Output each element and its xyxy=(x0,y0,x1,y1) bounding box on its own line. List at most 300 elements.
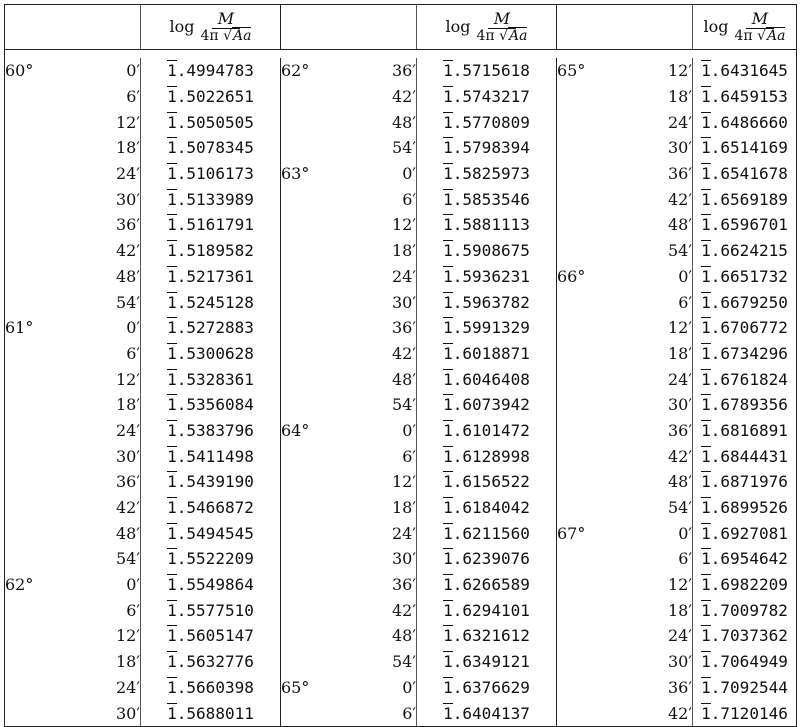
log-value-cell xyxy=(417,649,557,675)
bar-characteristic: 1 xyxy=(167,703,177,723)
log-value-cell xyxy=(693,84,797,110)
minute-cell: 42′ xyxy=(609,186,693,212)
minute-cell: 18′ xyxy=(609,597,693,623)
degree-cell xyxy=(557,109,609,135)
table-row xyxy=(5,597,797,623)
degree-cell xyxy=(5,649,57,675)
log-value-cell xyxy=(693,443,797,469)
header-denominator xyxy=(201,29,252,44)
table-row xyxy=(5,623,797,649)
log-value-cell xyxy=(693,289,797,315)
bar-characteristic: 1 xyxy=(701,523,711,543)
degree-cell: 65° xyxy=(557,61,586,81)
log-value-cell xyxy=(141,238,281,264)
log-value-cell xyxy=(417,623,557,649)
bar-characteristic: 1 xyxy=(701,677,711,697)
bar-characteristic: 1 xyxy=(443,420,453,440)
log-value-cell xyxy=(417,212,557,238)
mantissa: .6266589 xyxy=(452,575,530,595)
log-value-cell xyxy=(417,572,557,598)
log-value-cell xyxy=(417,135,557,161)
den-prefix: 4π xyxy=(476,27,495,44)
bar-characteristic: 1 xyxy=(701,395,711,415)
log-value-cell xyxy=(417,366,557,392)
minute-cell: 0′ xyxy=(333,418,417,444)
minute-cell: 48′ xyxy=(57,520,141,546)
mantissa: .6239076 xyxy=(452,549,530,569)
table-row xyxy=(5,58,797,84)
minute-cell: 36′ xyxy=(609,418,693,444)
log-value-cell xyxy=(141,58,281,84)
degree-cell: 67° xyxy=(557,523,586,543)
bar-characteristic: 1 xyxy=(167,395,177,415)
degree-cell xyxy=(5,443,57,469)
log-value-cell xyxy=(417,161,557,187)
mantissa: .5356084 xyxy=(176,395,254,415)
mantissa: .6982209 xyxy=(710,575,788,595)
bar-characteristic: 1 xyxy=(701,703,711,723)
table-row xyxy=(5,341,797,367)
header-numerator: M xyxy=(212,11,240,29)
log-value-cell xyxy=(417,495,557,521)
log-value-cell xyxy=(693,341,797,367)
mantissa: .6211560 xyxy=(452,523,530,543)
mantissa: .5522209 xyxy=(176,549,254,569)
minute-cell: 48′ xyxy=(609,469,693,495)
log-value-cell xyxy=(693,366,797,392)
log-value-cell xyxy=(141,84,281,110)
degree-cell xyxy=(557,392,609,418)
minute-cell: 36′ xyxy=(609,675,693,701)
bar-characteristic: 1 xyxy=(701,112,711,132)
bar-characteristic: 1 xyxy=(443,369,453,389)
log-value-cell xyxy=(693,238,797,264)
log-value-cell xyxy=(417,264,557,290)
mantissa: .6789356 xyxy=(710,395,788,415)
bar-characteristic: 1 xyxy=(701,626,711,646)
degree-cell xyxy=(281,495,333,521)
log-value-cell xyxy=(693,186,797,212)
angle-header-2 xyxy=(281,5,417,50)
bar-characteristic: 1 xyxy=(167,164,177,184)
bar-characteristic: 1 xyxy=(701,61,711,81)
log-value-cell xyxy=(417,675,557,701)
table-row xyxy=(5,700,797,726)
minute-cell: 54′ xyxy=(333,649,417,675)
bar-characteristic: 1 xyxy=(167,318,177,338)
mantissa: .5798394 xyxy=(452,138,530,158)
degree-cell xyxy=(281,700,333,726)
mantissa: .4994783 xyxy=(176,61,254,81)
degree-cell xyxy=(281,366,333,392)
degree-cell xyxy=(281,520,333,546)
bar-characteristic: 1 xyxy=(167,189,177,209)
minute-cell: 48′ xyxy=(57,264,141,290)
degree-cell xyxy=(557,623,609,649)
log-value-cell xyxy=(141,186,281,212)
bar-characteristic: 1 xyxy=(701,87,711,107)
minute-cell: 54′ xyxy=(333,135,417,161)
degree-cell xyxy=(5,520,57,546)
log-value-cell xyxy=(417,238,557,264)
table-row xyxy=(5,443,797,469)
log-value-cell xyxy=(141,546,281,572)
minute-cell: 18′ xyxy=(57,649,141,675)
minute-cell: 6′ xyxy=(333,700,417,726)
mantissa: .5050505 xyxy=(176,112,254,132)
log-value-cell xyxy=(693,495,797,521)
mantissa: .6156522 xyxy=(452,472,530,492)
minute-cell: 24′ xyxy=(57,418,141,444)
minute-cell: 30′ xyxy=(609,135,693,161)
mantissa: .6486660 xyxy=(710,112,788,132)
minute-cell: 24′ xyxy=(609,623,693,649)
mantissa: .6073942 xyxy=(452,395,530,415)
degree-cell xyxy=(281,238,333,264)
mantissa: .5605147 xyxy=(176,626,254,646)
mantissa: .6596701 xyxy=(710,215,788,235)
mantissa: .5632776 xyxy=(176,652,254,672)
degree-cell: 65° xyxy=(281,677,310,697)
degree-cell: 62° xyxy=(5,575,34,595)
bar-characteristic: 1 xyxy=(167,112,177,132)
bar-characteristic: 1 xyxy=(701,549,711,569)
bar-characteristic: 1 xyxy=(443,626,453,646)
degree-cell xyxy=(281,443,333,469)
bar-characteristic: 1 xyxy=(701,498,711,518)
log-value-cell xyxy=(417,392,557,418)
log-value-cell xyxy=(141,443,281,469)
degree-cell xyxy=(557,700,609,726)
mantissa: .6816891 xyxy=(710,420,788,440)
value-header-3 xyxy=(693,5,797,50)
mantissa: .5328361 xyxy=(176,369,254,389)
minute-cell: 12′ xyxy=(57,623,141,649)
log-value-cell xyxy=(417,469,557,495)
degree-cell xyxy=(557,546,609,572)
mantissa: .6514169 xyxy=(710,138,788,158)
log-value-cell xyxy=(141,366,281,392)
bar-characteristic: 1 xyxy=(167,420,177,440)
log-value-cell xyxy=(141,289,281,315)
degree-cell xyxy=(5,392,57,418)
mantissa: .6734296 xyxy=(710,343,788,363)
minute-cell: 0′ xyxy=(333,161,417,187)
bar-characteristic: 1 xyxy=(443,138,453,158)
mantissa: .5161791 xyxy=(176,215,254,235)
log-value-cell xyxy=(417,443,557,469)
minute-cell: 12′ xyxy=(333,469,417,495)
degree-cell xyxy=(557,135,609,161)
table-row xyxy=(5,469,797,495)
minute-cell: 18′ xyxy=(333,238,417,264)
mantissa: .5494545 xyxy=(176,523,254,543)
log-value-cell xyxy=(693,546,797,572)
bar-characteristic: 1 xyxy=(443,189,453,209)
log-value-cell xyxy=(417,186,557,212)
bar-characteristic: 1 xyxy=(167,549,177,569)
mantissa: .5383796 xyxy=(176,420,254,440)
bar-characteristic: 1 xyxy=(701,343,711,363)
minute-cell: 54′ xyxy=(57,289,141,315)
minute-cell: 36′ xyxy=(609,161,693,187)
degree-cell xyxy=(281,341,333,367)
table-body xyxy=(5,58,797,726)
mantissa: .5853546 xyxy=(452,189,530,209)
bar-characteristic: 1 xyxy=(443,523,453,543)
bar-characteristic: 1 xyxy=(167,498,177,518)
mantissa: .5660398 xyxy=(176,677,254,697)
degree-cell xyxy=(557,161,609,187)
bar-characteristic: 1 xyxy=(167,241,177,261)
header-numerator: M xyxy=(488,11,516,29)
degree-cell xyxy=(5,366,57,392)
bar-characteristic: 1 xyxy=(443,652,453,672)
bar-characteristic: 1 xyxy=(167,87,177,107)
degree-cell xyxy=(281,212,333,238)
mantissa: .5133989 xyxy=(176,189,254,209)
header-row xyxy=(5,5,797,50)
degree-cell xyxy=(557,572,609,598)
degree-cell: 64° xyxy=(281,420,310,440)
degree-cell xyxy=(5,546,57,572)
header-fraction xyxy=(734,8,786,44)
mantissa: .5300628 xyxy=(176,343,254,363)
bar-characteristic: 1 xyxy=(167,215,177,235)
bar-characteristic: 1 xyxy=(443,703,453,723)
log-value-cell xyxy=(141,315,281,341)
bar-characteristic: 1 xyxy=(167,138,177,158)
bar-characteristic: 1 xyxy=(701,575,711,595)
minute-cell: 24′ xyxy=(333,264,417,290)
log-label: log xyxy=(445,17,471,37)
minute-cell: 6′ xyxy=(57,341,141,367)
degree-cell xyxy=(281,546,333,572)
log-value-cell xyxy=(417,289,557,315)
log-value-cell xyxy=(693,572,797,598)
mantissa: .6569189 xyxy=(710,189,788,209)
minute-cell: 42′ xyxy=(57,238,141,264)
mantissa: .6018871 xyxy=(452,343,530,363)
minute-cell: 42′ xyxy=(609,700,693,726)
degree-cell xyxy=(5,135,57,161)
degree-cell xyxy=(557,289,609,315)
degree-cell xyxy=(5,84,57,110)
bar-characteristic: 1 xyxy=(443,472,453,492)
mantissa: .6404137 xyxy=(452,703,530,723)
bar-characteristic: 1 xyxy=(443,395,453,415)
minute-cell: 6′ xyxy=(333,443,417,469)
log-value-cell xyxy=(141,161,281,187)
bar-characteristic: 1 xyxy=(443,575,453,595)
mantissa: .5881113 xyxy=(452,215,530,235)
bar-characteristic: 1 xyxy=(701,369,711,389)
bar-characteristic: 1 xyxy=(701,241,711,261)
degree-cell: 60° xyxy=(5,61,34,81)
minute-cell: 12′ xyxy=(609,315,693,341)
minute-cell: 54′ xyxy=(609,238,693,264)
bar-characteristic: 1 xyxy=(701,420,711,440)
degree-cell xyxy=(281,186,333,212)
log-value-cell xyxy=(141,572,281,598)
mantissa: .6761824 xyxy=(710,369,788,389)
minute-cell: 6′ xyxy=(333,186,417,212)
den-radicand: Aa xyxy=(767,27,786,44)
minute-cell: 36′ xyxy=(57,212,141,238)
mantissa: .7037362 xyxy=(710,626,788,646)
mantissa: .5825973 xyxy=(452,164,530,184)
log-value-cell xyxy=(693,675,797,701)
bar-characteristic: 1 xyxy=(701,292,711,312)
angle-header-3 xyxy=(557,5,693,50)
log-value-cell xyxy=(141,675,281,701)
log-table xyxy=(4,4,797,727)
minute-cell: 24′ xyxy=(57,675,141,701)
degree-cell xyxy=(557,675,609,701)
mantissa: .5189582 xyxy=(176,241,254,261)
mantissa: .5991329 xyxy=(452,318,530,338)
minute-cell: 36′ xyxy=(333,315,417,341)
bar-characteristic: 1 xyxy=(167,369,177,389)
bar-characteristic: 1 xyxy=(167,266,177,286)
degree-cell xyxy=(5,238,57,264)
log-value-cell xyxy=(693,649,797,675)
degree-cell xyxy=(557,341,609,367)
bar-characteristic: 1 xyxy=(167,292,177,312)
bar-characteristic: 1 xyxy=(443,600,453,620)
table-row xyxy=(5,418,797,444)
minute-cell: 6′ xyxy=(57,84,141,110)
minute-cell: 12′ xyxy=(609,58,693,84)
minute-cell: 30′ xyxy=(57,186,141,212)
degree-cell xyxy=(281,315,333,341)
degree-cell xyxy=(281,84,333,110)
log-value-cell xyxy=(141,495,281,521)
bar-characteristic: 1 xyxy=(443,215,453,235)
table-row xyxy=(5,186,797,212)
table-row xyxy=(5,572,797,598)
mantissa: .6871976 xyxy=(710,472,788,492)
mantissa: .7092544 xyxy=(710,677,788,697)
minute-cell: 48′ xyxy=(333,366,417,392)
log-value-cell xyxy=(693,315,797,341)
mantissa: .5106173 xyxy=(176,164,254,184)
mantissa: .5439190 xyxy=(176,472,254,492)
log-value-cell xyxy=(417,418,557,444)
minute-cell: 24′ xyxy=(609,109,693,135)
mantissa: .6321612 xyxy=(452,626,530,646)
minute-cell: 54′ xyxy=(609,495,693,521)
minute-cell: 30′ xyxy=(57,443,141,469)
log-label: log xyxy=(169,17,195,37)
degree-cell xyxy=(557,186,609,212)
log-value-cell xyxy=(693,520,797,546)
minute-cell: 18′ xyxy=(57,135,141,161)
mantissa: .6349121 xyxy=(452,652,530,672)
value-header-2 xyxy=(417,5,557,50)
degree-cell xyxy=(281,623,333,649)
degree-cell xyxy=(5,623,57,649)
mantissa: .5577510 xyxy=(176,600,254,620)
degree-cell xyxy=(5,597,57,623)
log-value-cell xyxy=(693,597,797,623)
mantissa: .5272883 xyxy=(176,318,254,338)
minute-cell: 24′ xyxy=(57,161,141,187)
degree-cell xyxy=(281,572,333,598)
bar-characteristic: 1 xyxy=(167,626,177,646)
minute-cell: 18′ xyxy=(609,84,693,110)
degree-cell xyxy=(557,495,609,521)
degree-cell xyxy=(5,212,57,238)
mantissa: .6651732 xyxy=(710,266,788,286)
mantissa: .5908675 xyxy=(452,241,530,261)
bar-characteristic: 1 xyxy=(443,677,453,697)
mantissa: .6954642 xyxy=(710,549,788,569)
table-row xyxy=(5,315,797,341)
degree-cell: 66° xyxy=(557,266,586,286)
minute-cell: 24′ xyxy=(333,520,417,546)
den-radicand: Aa xyxy=(509,27,528,44)
degree-cell xyxy=(5,264,57,290)
degree-cell xyxy=(557,84,609,110)
log-value-cell xyxy=(417,58,557,84)
minute-cell: 42′ xyxy=(333,597,417,623)
log-value-cell xyxy=(693,109,797,135)
mantissa: .5466872 xyxy=(176,498,254,518)
table-row xyxy=(5,649,797,675)
minute-cell: 6′ xyxy=(609,289,693,315)
table-row xyxy=(5,392,797,418)
log-value-cell xyxy=(141,597,281,623)
bar-characteristic: 1 xyxy=(701,138,711,158)
minute-cell: 48′ xyxy=(609,212,693,238)
mantissa: .5022651 xyxy=(176,87,254,107)
minute-cell: 42′ xyxy=(57,495,141,521)
mantissa: .7009782 xyxy=(710,600,788,620)
mantissa: .5078345 xyxy=(176,138,254,158)
table-row xyxy=(5,84,797,110)
minute-cell: 0′ xyxy=(57,315,141,341)
mantissa: .5245128 xyxy=(176,292,254,312)
mantissa: .6184042 xyxy=(452,498,530,518)
degree-cell xyxy=(5,418,57,444)
degree-cell xyxy=(281,649,333,675)
mantissa: .6128998 xyxy=(452,446,530,466)
minute-cell: 12′ xyxy=(57,109,141,135)
bar-characteristic: 1 xyxy=(443,164,453,184)
degree-cell xyxy=(557,597,609,623)
log-value-cell xyxy=(417,315,557,341)
log-value-cell xyxy=(141,109,281,135)
minute-cell: 12′ xyxy=(609,572,693,598)
log-value-cell xyxy=(141,212,281,238)
bar-characteristic: 1 xyxy=(443,266,453,286)
degree-cell xyxy=(5,469,57,495)
minute-cell: 42′ xyxy=(333,84,417,110)
log-value-cell xyxy=(141,649,281,675)
bar-characteristic: 1 xyxy=(701,318,711,338)
table-row xyxy=(5,161,797,187)
bar-characteristic: 1 xyxy=(701,472,711,492)
table-row xyxy=(5,546,797,572)
minute-cell: 30′ xyxy=(57,700,141,726)
mantissa: .6431645 xyxy=(710,61,788,81)
mantissa: .5549864 xyxy=(176,575,254,595)
mantissa: .6844431 xyxy=(710,446,788,466)
log-value-cell xyxy=(141,469,281,495)
bar-characteristic: 1 xyxy=(167,472,177,492)
degree-cell: 61° xyxy=(5,318,34,338)
